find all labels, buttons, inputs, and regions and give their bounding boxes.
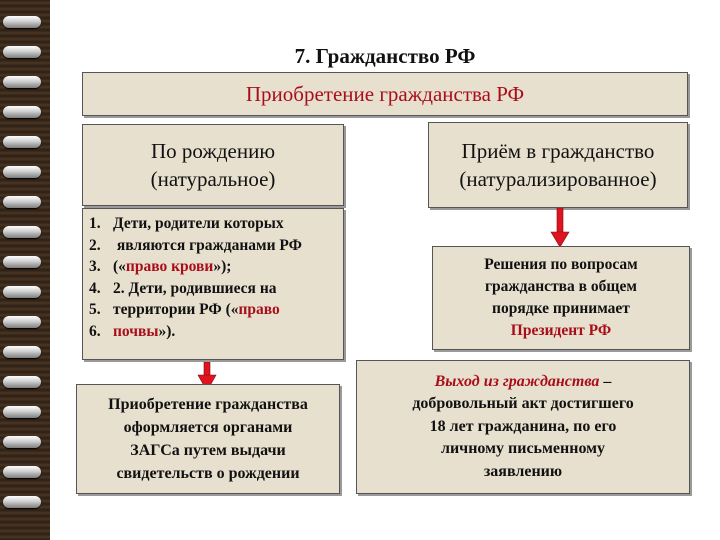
birth-box: [82, 124, 344, 206]
birth-conditions-list: [82, 208, 344, 360]
zags-line1: Приобретение гражданства: [108, 396, 308, 413]
list-item: [89, 321, 343, 343]
birth-conditions-ol: [83, 209, 343, 342]
binding-ring: [3, 346, 41, 358]
arrow-down-icon: [550, 208, 570, 248]
list-item: [89, 256, 343, 278]
binding-ring: [3, 226, 41, 238]
exit-line4: личному письменному: [440, 440, 606, 458]
binding-ring: [3, 466, 41, 478]
list-item-text: почвы»).: [113, 322, 176, 340]
zags-line4: свидетельств о рождении: [116, 465, 300, 482]
binding-ring: [3, 406, 41, 418]
list-item-text: являются гражданами РФ: [113, 236, 302, 254]
list-item: [89, 235, 343, 257]
list-item-number: 1.: [89, 215, 101, 232]
decision-highlight: Президент РФ: [510, 322, 612, 339]
binding-ring: [3, 136, 41, 148]
list-item-text: территории РФ («право: [113, 301, 280, 318]
decision-line3: порядке принимает: [492, 300, 630, 317]
list-item-text: 2. Дети, родившиеся на: [113, 279, 277, 297]
binding-ring: [3, 46, 41, 58]
acquisition-banner: [82, 72, 688, 116]
decision-line1: Решения по вопросам: [484, 256, 638, 273]
slide-title: 7. Гражданство РФ: [294, 44, 476, 68]
exit-box: [356, 360, 690, 494]
list-item-number: 2.: [89, 236, 101, 254]
binding-ring: [3, 106, 41, 118]
exit-line1: [412, 371, 633, 394]
binding-ring: [3, 16, 41, 28]
binding-ring: [3, 316, 41, 328]
binding-ring: [3, 76, 41, 88]
list-item: [89, 299, 343, 321]
binding-ring: [3, 286, 41, 298]
exit-line1-tail: –: [599, 372, 612, 390]
birth-box-line1: По рождению: [150, 139, 276, 163]
exit-term: Выход из гражданства: [434, 372, 600, 390]
binding-ring: [3, 166, 41, 178]
exit-line3: 18 лет гражданина, по его: [429, 417, 617, 435]
list-item-number: 6.: [89, 322, 101, 340]
binding-ring: [3, 196, 41, 208]
list-item: [89, 213, 343, 235]
exit-line5: заявлению: [483, 462, 563, 480]
list-item: [89, 278, 343, 300]
decision-box: [432, 246, 690, 350]
binding-ring: [3, 376, 41, 388]
list-item-number: 3.: [89, 258, 101, 275]
list-item-number: 5.: [89, 301, 101, 318]
binding-ring: [3, 256, 41, 268]
exit-line2: добровольный акт достигшего: [412, 395, 634, 413]
decision-line2: гражданства в общем: [485, 278, 637, 295]
list-item-text: Дети, родители которых: [113, 215, 284, 232]
zags-line3: ЗАГСа путем выдачи: [130, 442, 286, 459]
banner-text: Приобретение гражданства РФ: [245, 81, 525, 106]
list-item-text: («право крови»);: [113, 258, 232, 275]
naturalization-box-line1: Приём в гражданство: [461, 139, 655, 163]
birth-box-line2: (натуральное): [150, 167, 276, 191]
binding-ring: [3, 436, 41, 448]
notebook-binding: [0, 0, 50, 540]
zags-line2: оформляется органами: [123, 419, 293, 436]
binding-ring: [3, 496, 41, 508]
naturalization-box-line2: (натурализированное): [459, 167, 657, 191]
list-item-number: 4.: [89, 279, 101, 297]
naturalization-box: [428, 122, 688, 208]
zags-box: [76, 384, 340, 494]
